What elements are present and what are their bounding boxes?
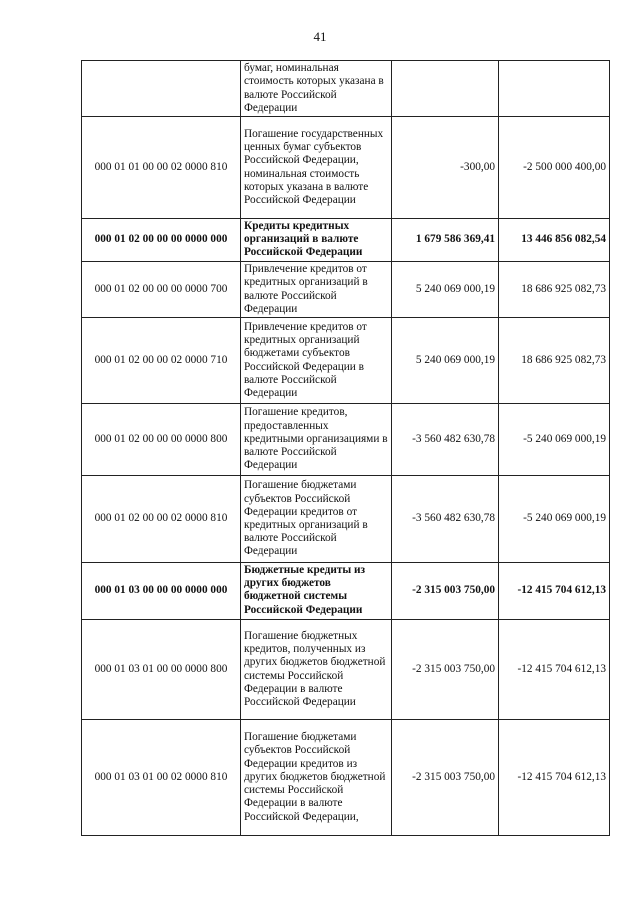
amount-column-2: 13 446 856 082,54 (499, 219, 610, 262)
amount-column-2: -12 415 704 612,13 (499, 720, 610, 836)
table-row (82, 318, 610, 404)
table-row (82, 117, 610, 219)
row-description: Привлечение кредитов от кредитных организаций в валюте Российской Федерации (241, 262, 392, 318)
amount-column-1: -2 315 003 750,00 (392, 563, 499, 620)
row-description: Бюджетные кредиты из других бюджетов бюджетной системы Российской Федерации (241, 563, 392, 620)
table-row (82, 563, 610, 620)
amount-column-2: -2 500 000 400,00 (499, 117, 610, 219)
budget-code: 000 01 02 00 00 00 0000 700 (82, 262, 241, 318)
budget-code: 000 01 03 00 00 00 0000 000 (82, 563, 241, 620)
amount-column-1: -3 560 482 630,78 (392, 404, 499, 476)
page-number: 41 (313, 29, 327, 44)
amount-column-1: 5 240 069 000,19 (392, 262, 499, 318)
table-row (82, 219, 610, 262)
amount-column-1: 5 240 069 000,19 (392, 318, 499, 404)
budget-code: 000 01 03 01 00 00 0000 800 (82, 620, 241, 720)
budget-code: 000 01 02 00 00 02 0000 710 (82, 318, 241, 404)
table-row (82, 262, 610, 318)
row-description: бумаг, номинальная стоимость которых указана в валюте Российской Федерации (241, 61, 392, 117)
table-row (82, 476, 610, 563)
amount-column-1: -300,00 (392, 117, 499, 219)
table-row (82, 61, 610, 117)
amount-column-2: -5 240 069 000,19 (499, 404, 610, 476)
budget-code (82, 61, 241, 117)
amount-column-2: -5 240 069 000,19 (499, 476, 610, 563)
table-row (82, 404, 610, 476)
amount-column-2: -12 415 704 612,13 (499, 563, 610, 620)
row-description: Кредиты кредитных организаций в валюте Российской Федерации (241, 219, 392, 262)
amount-column-1: -3 560 482 630,78 (392, 476, 499, 563)
row-description: Погашение бюджетами субъектов Российской Федерации кредитов из других бюджетов бюджетной системы Российской Федерации в валюте Российской Федерации, (241, 720, 392, 836)
amount-column-2: -12 415 704 612,13 (499, 620, 610, 720)
amount-column-1 (392, 61, 499, 117)
budget-code: 000 01 02 00 00 02 0000 810 (82, 476, 241, 563)
row-description: Погашение кредитов, предоставленных кредитными организациями в валюте Российской Федерации (241, 404, 392, 476)
row-description: Погашение бюджетами субъектов Российской Федерации кредитов от кредитных организаций в валюте Российской Федерации (241, 476, 392, 563)
amount-column-1: -2 315 003 750,00 (392, 720, 499, 836)
budget-code: 000 01 02 00 00 00 0000 000 (82, 219, 241, 262)
amount-column-1: -2 315 003 750,00 (392, 620, 499, 720)
budget-code: 000 01 02 00 00 00 0000 800 (82, 404, 241, 476)
row-description: Погашение бюджетных кредитов, полученных из других бюджетов бюджетной системы Российской Федерации в валюте Российской Федерации (241, 620, 392, 720)
budget-code: 000 01 01 00 00 02 0000 810 (82, 117, 241, 219)
budget-code: 000 01 03 01 00 02 0000 810 (82, 720, 241, 836)
amount-column-2: 18 686 925 082,73 (499, 318, 610, 404)
table-row (82, 720, 610, 836)
row-description: Погашение государственных ценных бумаг субъектов Российской Федерации, номинальная стоимость которых указана в валюте Российской Федерации (241, 117, 392, 219)
amount-column-2 (499, 61, 610, 117)
row-description: Привлечение кредитов от кредитных организаций бюджетами субъектов Российской Федерации в валюте Российской Федерации (241, 318, 392, 404)
amount-column-2: 18 686 925 082,73 (499, 262, 610, 318)
amount-column-1: 1 679 586 369,41 (392, 219, 499, 262)
budget-table (81, 60, 610, 836)
table-row (82, 620, 610, 720)
